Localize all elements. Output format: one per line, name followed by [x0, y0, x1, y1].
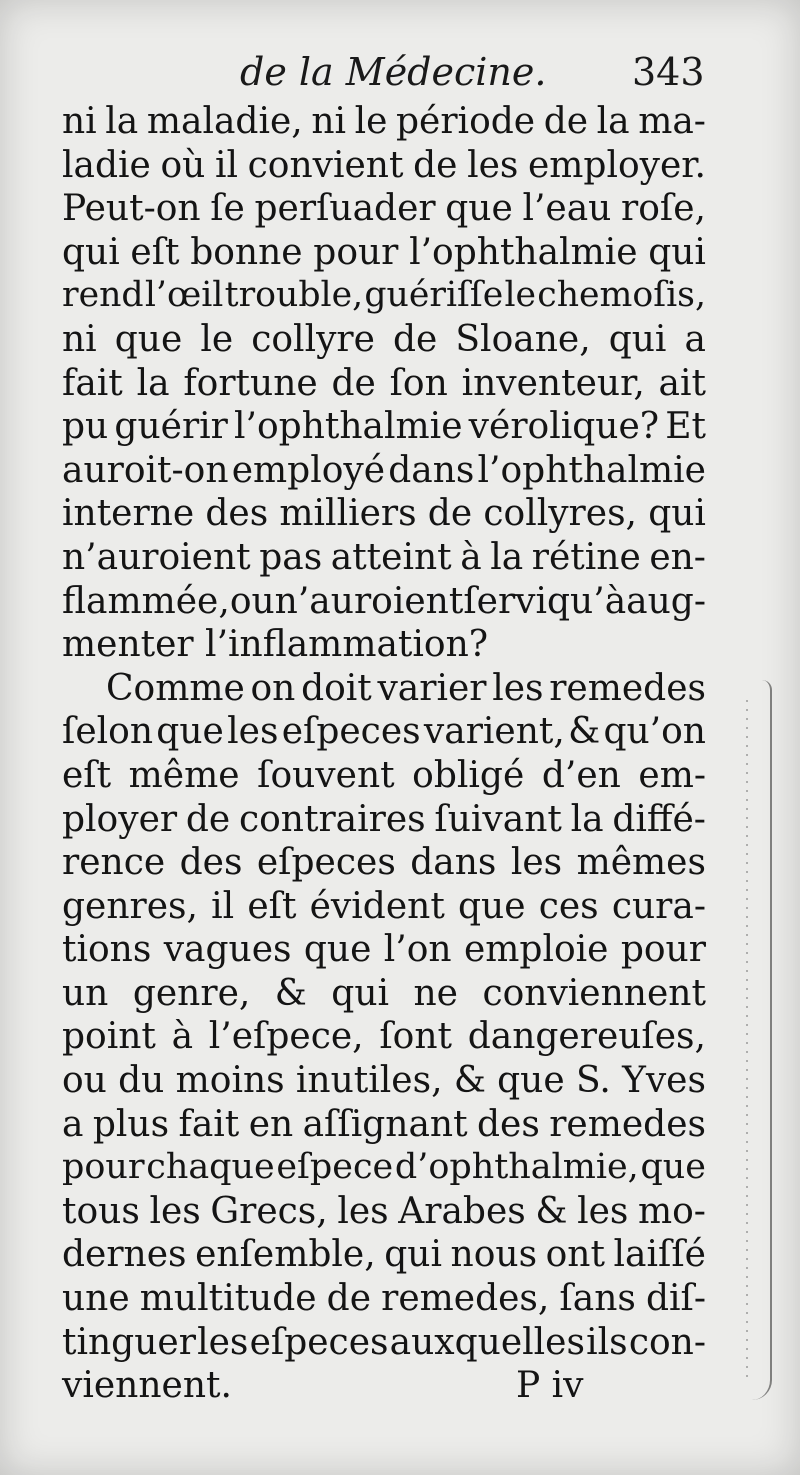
word: ces [538, 885, 599, 927]
word: diffé- [612, 798, 706, 840]
word: que [457, 885, 526, 927]
word: une [62, 1278, 130, 1320]
word: en- [649, 536, 706, 578]
word: diſ- [645, 1278, 706, 1320]
word: moins [175, 1060, 285, 1102]
word: évident [309, 885, 445, 927]
word: ſon [389, 362, 448, 404]
word: tinguer [62, 1321, 196, 1363]
word: obligé [412, 754, 525, 796]
word: on [250, 667, 296, 709]
word: S. [575, 1060, 611, 1102]
word: rend [62, 275, 144, 316]
word: em- [638, 754, 706, 796]
word: les [467, 144, 519, 186]
word: varient, [423, 711, 565, 753]
word: ſouvent [257, 754, 395, 796]
text-line [62, 318, 706, 362]
word: Sloane, [455, 318, 591, 360]
word: ſans [559, 1278, 636, 1320]
word: inventeur, [461, 362, 645, 404]
word: Yves [622, 1060, 706, 1102]
word: à [171, 1016, 194, 1058]
word: & [568, 711, 601, 753]
word: inutiles, [295, 1060, 443, 1102]
word: point [62, 1016, 156, 1058]
word: la [136, 362, 170, 404]
body-text [62, 100, 706, 1408]
text-line [62, 405, 706, 449]
word: qui [384, 1234, 442, 1276]
word: vérolique? [468, 406, 660, 448]
word: milliers [279, 493, 417, 535]
paragraph-end-line: menter l’inflammation? [62, 624, 489, 666]
word: emploie [463, 929, 609, 971]
word: de [543, 101, 589, 142]
text-line [62, 1190, 706, 1234]
word: dans [410, 842, 497, 884]
word: employer. [527, 144, 706, 186]
word: à [460, 536, 482, 578]
word: les [227, 711, 279, 753]
text-line [62, 1277, 706, 1321]
word: de [427, 493, 473, 535]
word: eſpece [276, 1147, 394, 1188]
text-line [62, 710, 706, 754]
text-line [62, 1233, 706, 1277]
text-line [62, 580, 706, 624]
word: de [185, 798, 231, 840]
word: ſe [210, 188, 245, 230]
word: ont [545, 1234, 605, 1276]
word: la [570, 798, 604, 840]
word: multitude [139, 1278, 317, 1320]
text-line [62, 928, 706, 972]
word: & [274, 972, 307, 1014]
word: ladie [62, 144, 151, 186]
text-line [62, 144, 706, 188]
word: les [197, 1321, 249, 1363]
text-line [62, 841, 706, 885]
word: d’ophthalmie, [394, 1147, 639, 1188]
word: que [303, 929, 372, 971]
text-line [62, 274, 706, 318]
text-line [62, 536, 706, 580]
word: qu’à [547, 580, 627, 622]
paragraph-start-line [62, 667, 706, 711]
word: fait [178, 1103, 240, 1145]
word: de [413, 144, 458, 186]
word: atteint [330, 536, 452, 578]
running-head: de la Médecine. [240, 50, 547, 94]
word: a [684, 318, 706, 360]
text-line [62, 187, 706, 231]
word: guérir [114, 406, 228, 448]
word: de [331, 362, 376, 404]
word: il [214, 144, 238, 186]
word: d’en [541, 754, 621, 796]
word: du [118, 1060, 165, 1102]
word: dangereuſes, [467, 1016, 706, 1058]
word: qui [648, 493, 706, 535]
word: con- [628, 1321, 706, 1363]
word: dans [388, 449, 475, 491]
word: qui [608, 318, 667, 360]
word: conviennent [482, 972, 706, 1014]
word: Et [665, 406, 706, 448]
word: eſpeces [249, 1321, 389, 1363]
word: ne [413, 972, 458, 1014]
word: bonne [190, 231, 303, 273]
word: l’ophthalmie [234, 406, 463, 448]
text-line [62, 492, 706, 536]
word: & [535, 1190, 568, 1232]
word: chaque [146, 1147, 275, 1188]
word: même [128, 754, 240, 796]
text-line [62, 1059, 706, 1103]
word: des [476, 1103, 540, 1145]
word: eſt [247, 885, 297, 927]
word: le [200, 318, 234, 360]
word: flammée, [62, 580, 230, 622]
page-number: 343 [632, 50, 705, 94]
text-line [62, 1015, 706, 1059]
word: ſervi [463, 580, 548, 622]
word: enſemble, [195, 1234, 376, 1276]
word: où [160, 144, 206, 186]
word: l’ophthalmie [409, 231, 638, 273]
word: eſt [62, 754, 112, 796]
word: l’eau [522, 188, 612, 230]
word: vagues [163, 929, 292, 971]
word: chemoſis, [537, 275, 706, 316]
word: dernes [62, 1234, 187, 1276]
word: ſelon [62, 711, 154, 753]
word: genre, [132, 972, 251, 1014]
word: en [248, 1103, 294, 1145]
text-line [62, 1321, 706, 1365]
word: qui [62, 231, 120, 273]
word: ni [311, 101, 347, 142]
word: qu’on [603, 711, 706, 753]
word: fait [62, 362, 123, 404]
word: que [445, 188, 513, 230]
word: contraires [238, 798, 426, 840]
word: le [354, 101, 388, 142]
word: plus [92, 1103, 170, 1145]
word: l’œil [144, 275, 224, 316]
word: aſſignant [302, 1103, 468, 1145]
word: les [510, 842, 563, 884]
word: que [497, 1060, 565, 1102]
word: les [337, 1190, 389, 1232]
word: la [596, 101, 630, 142]
word: ployer [62, 798, 178, 840]
word: mêmes [576, 842, 706, 884]
word: ait [658, 362, 706, 404]
word: pour [620, 929, 706, 971]
word: des [179, 842, 243, 884]
word: collyres, [483, 493, 637, 535]
word: fortune [183, 362, 318, 404]
word: ſuivant [434, 798, 562, 840]
word: maladie, [146, 101, 303, 142]
word: laiſſé [613, 1234, 706, 1276]
word: de [326, 1278, 372, 1320]
word: ma- [638, 101, 706, 142]
word: l’ophthalmie [477, 449, 706, 491]
word: collyre [251, 318, 375, 360]
word: des [205, 493, 269, 535]
word: tions [62, 929, 152, 971]
word: & [453, 1060, 486, 1102]
page-edge-texture [746, 700, 748, 1380]
word: ou [62, 1060, 107, 1102]
word: aug- [626, 580, 706, 622]
word: un [62, 972, 109, 1014]
word: a [62, 1103, 84, 1145]
text-line [62, 885, 706, 929]
word: remedes [549, 667, 706, 709]
word: ou [229, 580, 275, 622]
text-line [62, 754, 706, 798]
word: la [490, 536, 524, 578]
word: ils [586, 1321, 628, 1363]
word: pu [62, 406, 109, 448]
word: que [114, 318, 183, 360]
word: roſe, [621, 188, 706, 230]
word: auroit-on [62, 449, 229, 491]
word: ni [62, 101, 97, 142]
word: n’auroient [274, 580, 464, 622]
word: eſt [130, 231, 180, 273]
word: que [640, 1147, 706, 1188]
word: convient [247, 144, 404, 186]
word: tous [62, 1190, 140, 1232]
word: qui [331, 972, 390, 1014]
word: qui [648, 231, 706, 273]
word: l’eſpece, [208, 1016, 364, 1058]
word: les [492, 667, 544, 709]
text-line [62, 449, 706, 493]
word: employé [231, 449, 386, 491]
word: guériſſe [364, 275, 504, 316]
word: ni [62, 318, 97, 360]
text-line [62, 100, 706, 144]
word: ſont [379, 1016, 452, 1058]
word: n’auroient [62, 536, 251, 578]
word: auxquelles [389, 1321, 585, 1363]
word: rétine [531, 536, 641, 578]
word: les [149, 1190, 201, 1232]
final-line [62, 1364, 706, 1408]
word: eſpeces [256, 842, 396, 884]
last-word: viennent. [62, 1365, 232, 1407]
word: Peut-on [62, 188, 201, 230]
word: la [105, 101, 139, 142]
word: cura- [611, 885, 706, 927]
word: eſpeces [281, 711, 421, 753]
word: remedes, [381, 1278, 550, 1320]
word: remedes [549, 1103, 706, 1145]
word: Arabes [398, 1190, 526, 1232]
word: pour [62, 1147, 145, 1188]
text-line [62, 231, 706, 275]
word: genres, [62, 885, 198, 927]
word: le [504, 275, 537, 316]
word: trouble, [224, 275, 364, 316]
word: il [211, 885, 235, 927]
signature-mark: P iv [515, 1365, 584, 1407]
text-line [62, 362, 706, 406]
word: perſuader [254, 188, 436, 230]
word: pas [259, 536, 323, 578]
text-line [62, 1103, 706, 1147]
word: doit [301, 667, 372, 709]
word: nous [450, 1234, 538, 1276]
word: période [396, 101, 536, 142]
word: interne [62, 493, 195, 535]
page-edge-curl [752, 680, 772, 1400]
word: Comme [106, 667, 245, 709]
word: rence [62, 842, 166, 884]
text-line [62, 1146, 706, 1190]
word: varier [377, 667, 487, 709]
word: pour [313, 231, 399, 273]
word: l’on [383, 929, 452, 971]
word: de [392, 318, 438, 360]
text-line [62, 798, 706, 842]
text-line [62, 972, 706, 1016]
word: Grecs, [210, 1190, 328, 1232]
word: que [156, 711, 224, 753]
word: les [577, 1190, 629, 1232]
page-header [0, 48, 800, 92]
word: mo- [637, 1190, 706, 1232]
